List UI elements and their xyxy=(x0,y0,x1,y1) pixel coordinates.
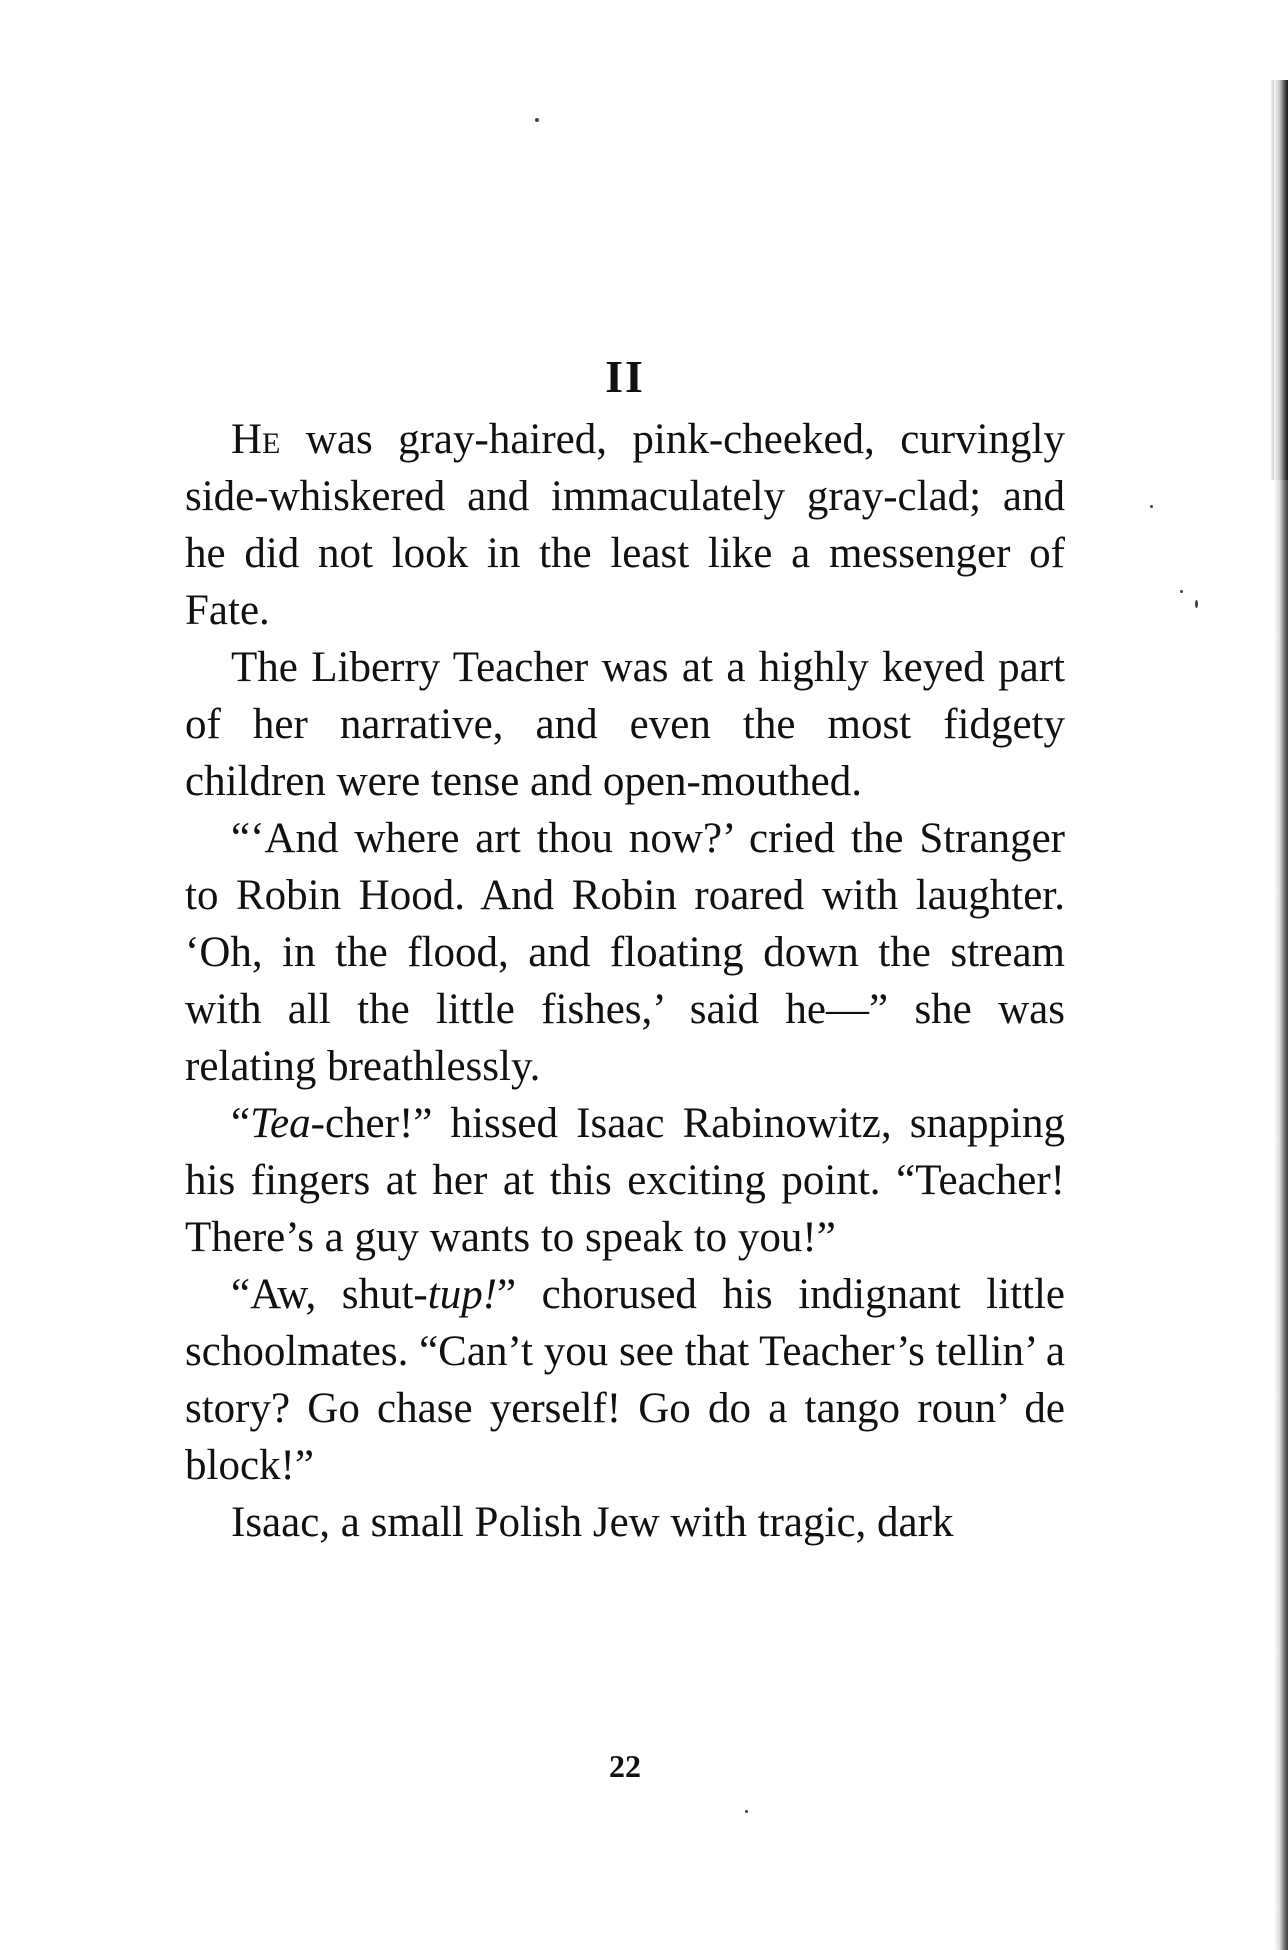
paragraph-5 xyxy=(185,1266,1065,1494)
paragraph-text: was gray-haired, pink-cheeked, curvingly side-whiskered and immaculately gray-clad; and he did not look in the least like a messenger of Fate. xyxy=(185,416,1065,634)
scan-speck xyxy=(1150,505,1153,508)
page-number: 22 xyxy=(609,1748,641,1784)
paragraph-3: “‘And where art thou now?’ cried the Stranger to Robin Hood. And Robin roared with laughter. ‘Oh, in the flood, and floating down the stream with all the little fishes,’ said he—” she was relating breathlessly. xyxy=(185,815,1065,1090)
scan-edge xyxy=(1274,80,1288,1950)
scan-speck xyxy=(1180,590,1183,593)
scan-speck xyxy=(535,118,539,122)
paragraph-1 xyxy=(185,411,1065,639)
paragraph-6: Isaac, a small Polish Jew with tragic, dark xyxy=(231,1499,954,1546)
chapter-numeral: II xyxy=(605,351,645,402)
paragraph-lead-word: He xyxy=(231,416,281,463)
scan-speck xyxy=(1195,600,1198,608)
emphasis: Tea xyxy=(250,1100,311,1147)
open-quote: “ xyxy=(231,1100,251,1147)
paragraph-4 xyxy=(185,1095,1065,1266)
scan-speck xyxy=(745,1810,748,1813)
paragraph-text: -cher!” hissed Isaac Rabinowitz, snapping his fingers at her at this exciting point. “Teacher! There’s a guy wants to speak to you!” xyxy=(185,1100,1065,1261)
paragraph-2: The Liberry Teacher was at a highly keyed part of her narrative, and even the most fidgety children were tense and open-mouthed. xyxy=(185,644,1065,805)
emphasis: tup! xyxy=(427,1271,498,1318)
paragraph-text: “Aw, shut- xyxy=(231,1271,428,1318)
paragraph-text: ” chorused his indignant little schoolmates. “Can’t you see that Teacher’s tellin’ a story? Go chase yerself! Go do a tango roun’ de block!” xyxy=(185,1271,1065,1489)
body-text xyxy=(185,411,1065,1551)
